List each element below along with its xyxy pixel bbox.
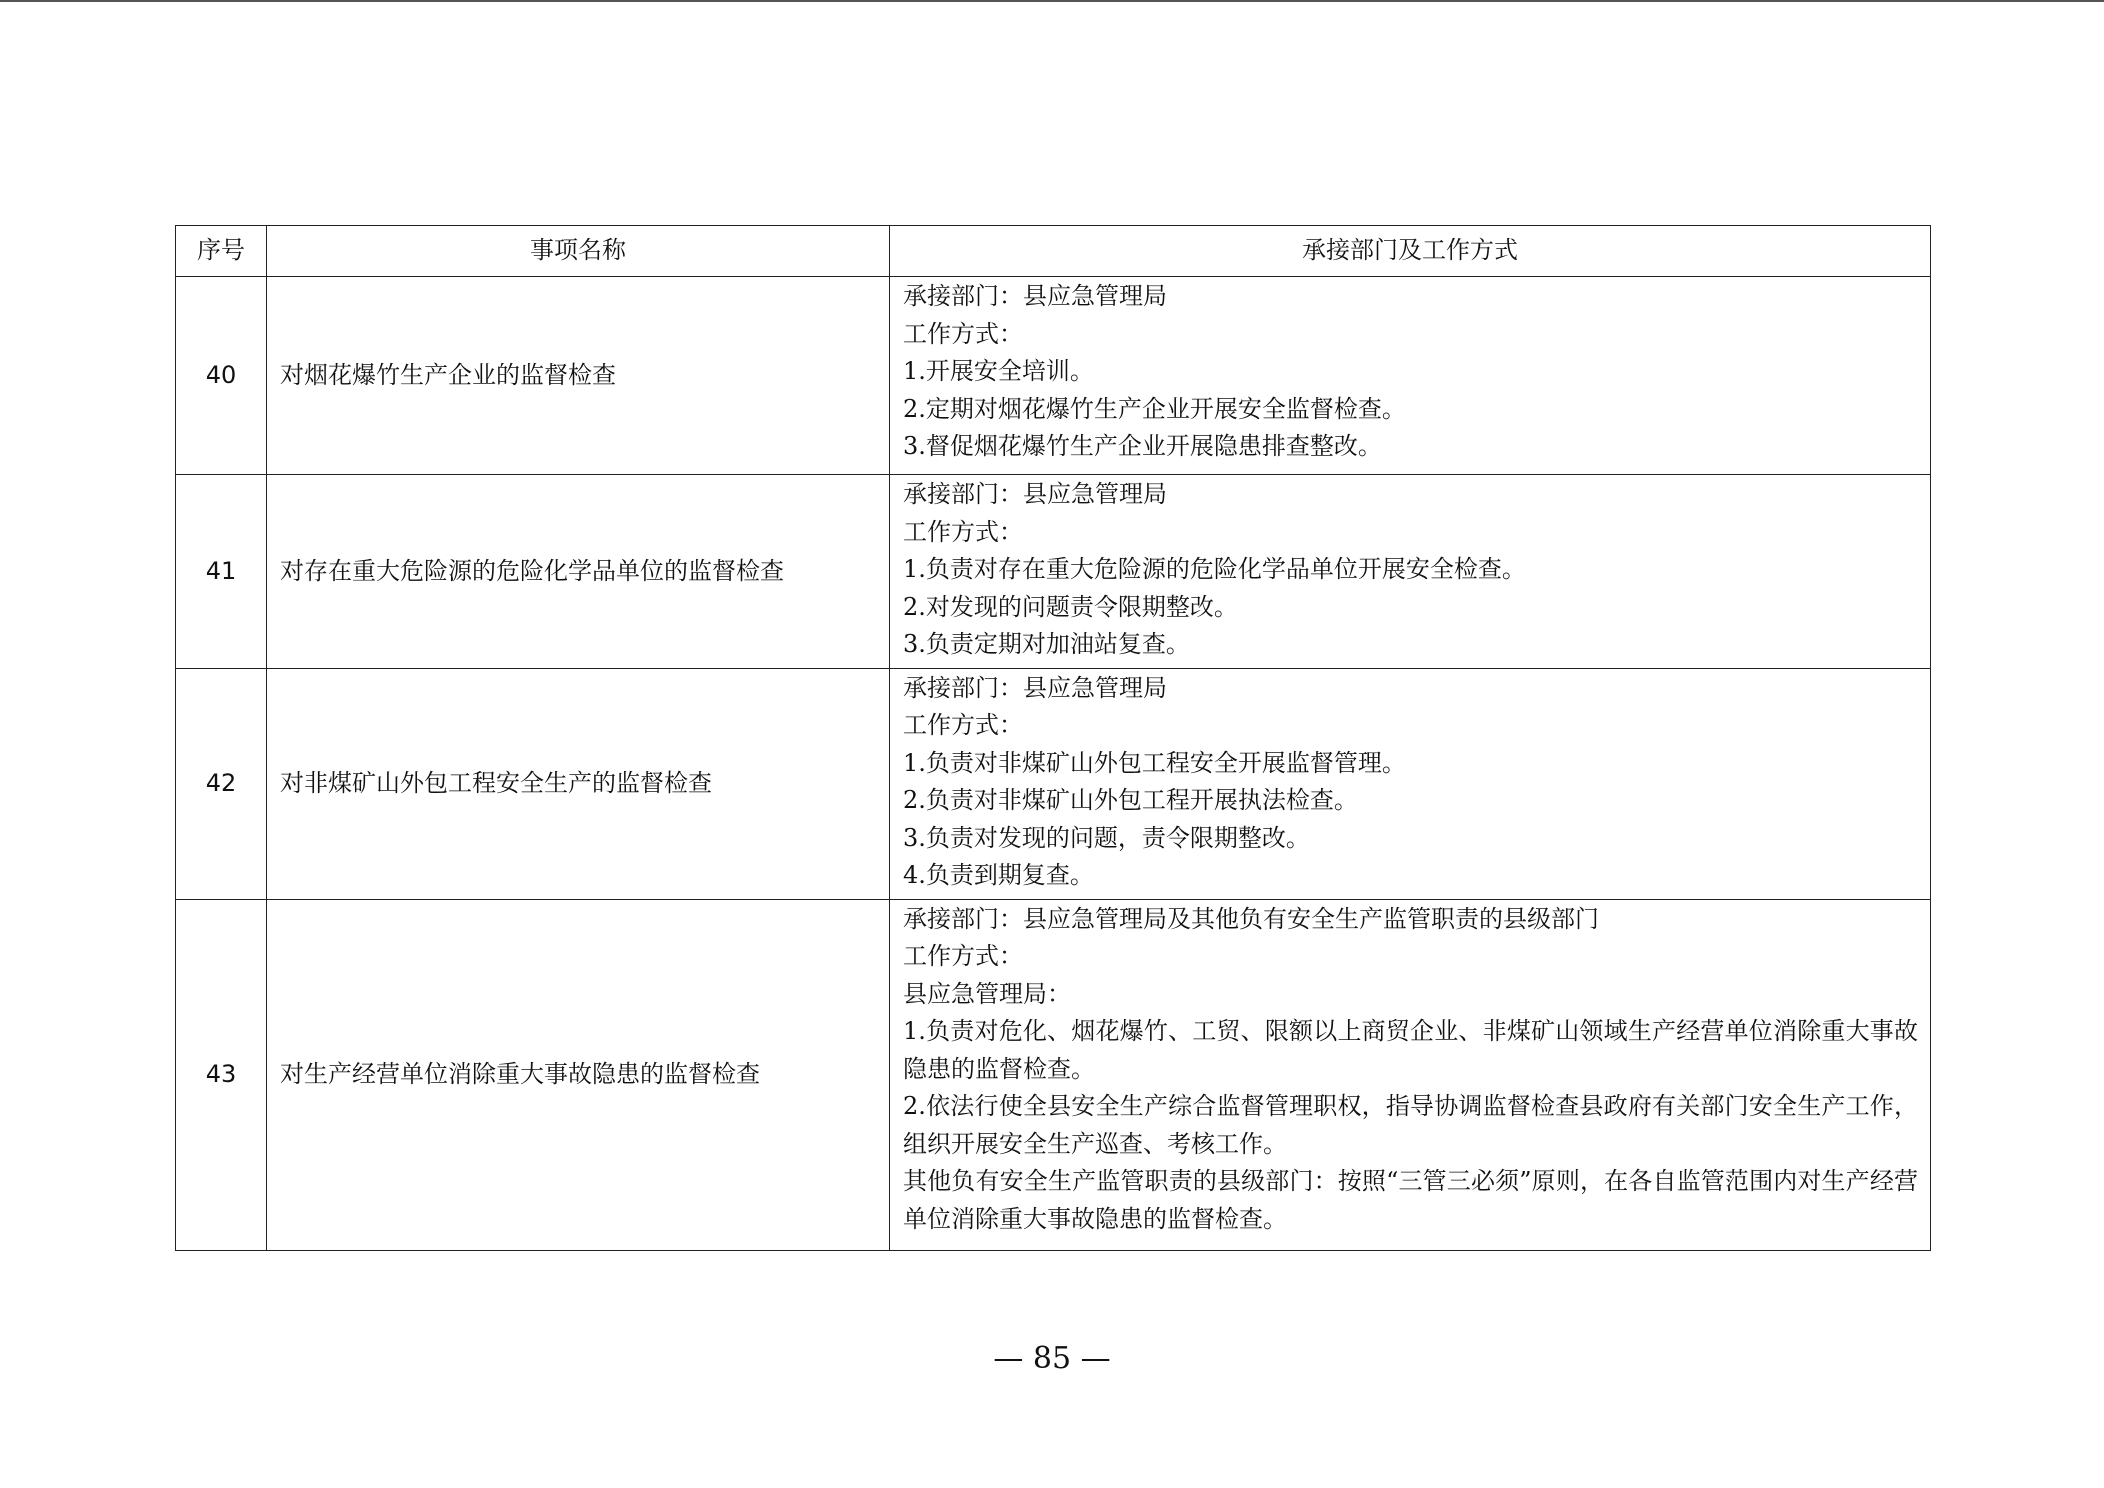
header-item-name: 事项名称 — [267, 226, 890, 277]
row-dept-method — [890, 277, 1931, 475]
method-item: 3.负责定期对加油站复查。 — [903, 630, 1190, 658]
dept-line: 承接部门：县应急管理局 — [903, 673, 1167, 702]
method-line: 工作方式： — [903, 319, 1023, 348]
row-seq-no: 41 — [176, 475, 267, 669]
method-item: 1.负责对存在重大危险源的危险化学品单位开展安全检查。 — [903, 555, 1526, 583]
row-item-name: 对烟花爆竹生产企业的监督检查 — [267, 277, 890, 475]
method-item: 2.依法行使全县安全生产综合监督管理职权，指导协调监督检查县政府有关部门安全生产工作，组织开展安全生产巡查、考核工作。 — [903, 1092, 1918, 1158]
method-item: 3.督促烟花爆竹生产企业开展隐患排查整改。 — [903, 432, 1382, 460]
table-row — [176, 899, 1931, 1250]
matters-table — [175, 225, 1931, 1251]
page-number: — 85 — — [993, 1341, 1111, 1376]
table-row — [176, 475, 1931, 669]
method-item: 其他负有安全生产监管职责的县级部门：按照“三管三必须”原则，在各自监管范围内对生产经营单位消除重大事故隐患的监督检查。 — [903, 1167, 1918, 1233]
row-dept-method — [890, 899, 1931, 1250]
dept-line: 承接部门：县应急管理局 — [903, 480, 1167, 508]
method-item: 2.对发现的问题责令限期整改。 — [903, 592, 1238, 621]
table-row — [176, 277, 1931, 475]
row-seq-no: 43 — [176, 899, 267, 1250]
row-dept-method — [890, 668, 1931, 899]
method-item: 1.负责对非煤矿山外包工程安全开展监督管理。 — [903, 748, 1406, 777]
table-header-row — [176, 226, 1931, 277]
method-line: 工作方式： — [903, 942, 1023, 970]
method-item: 2.定期对烟花爆竹生产企业开展安全监督检查。 — [903, 394, 1406, 423]
method-item: 1.开展安全培训。 — [903, 357, 1094, 385]
header-dept-method: 承接部门及工作方式 — [890, 226, 1931, 277]
method-item: 3.负责对发现的问题，责令限期整改。 — [903, 823, 1310, 852]
row-seq-no: 40 — [176, 277, 267, 475]
method-item: 2.负责对非煤矿山外包工程开展执法检查。 — [903, 786, 1358, 814]
row-seq-no: 42 — [176, 668, 267, 899]
header-seq-no: 序号 — [176, 226, 267, 277]
row-dept-method — [890, 475, 1931, 669]
dept-line: 承接部门：县应急管理局及其他负有安全生产监管职责的县级部门 — [903, 904, 1599, 933]
method-item: 1.负责对危化、烟花爆竹、工贸、限额以上商贸企业、非煤矿山领域生产经营单位消除重大事故隐患的监督检查。 — [903, 1017, 1918, 1083]
subsection-label: 县应急管理局： — [903, 979, 1071, 1008]
top-border-line — [0, 0, 2104, 2]
method-item: 4.负责到期复查。 — [903, 861, 1094, 889]
row-item-name: 对存在重大危险源的危险化学品单位的监督检查 — [267, 475, 890, 669]
method-line: 工作方式： — [903, 711, 1023, 739]
method-line: 工作方式： — [903, 517, 1023, 546]
row-item-name: 对生产经营单位消除重大事故隐患的监督检查 — [267, 899, 890, 1250]
dept-line: 承接部门：县应急管理局 — [903, 282, 1167, 310]
table-row — [176, 668, 1931, 899]
row-item-name: 对非煤矿山外包工程安全生产的监督检查 — [267, 668, 890, 899]
